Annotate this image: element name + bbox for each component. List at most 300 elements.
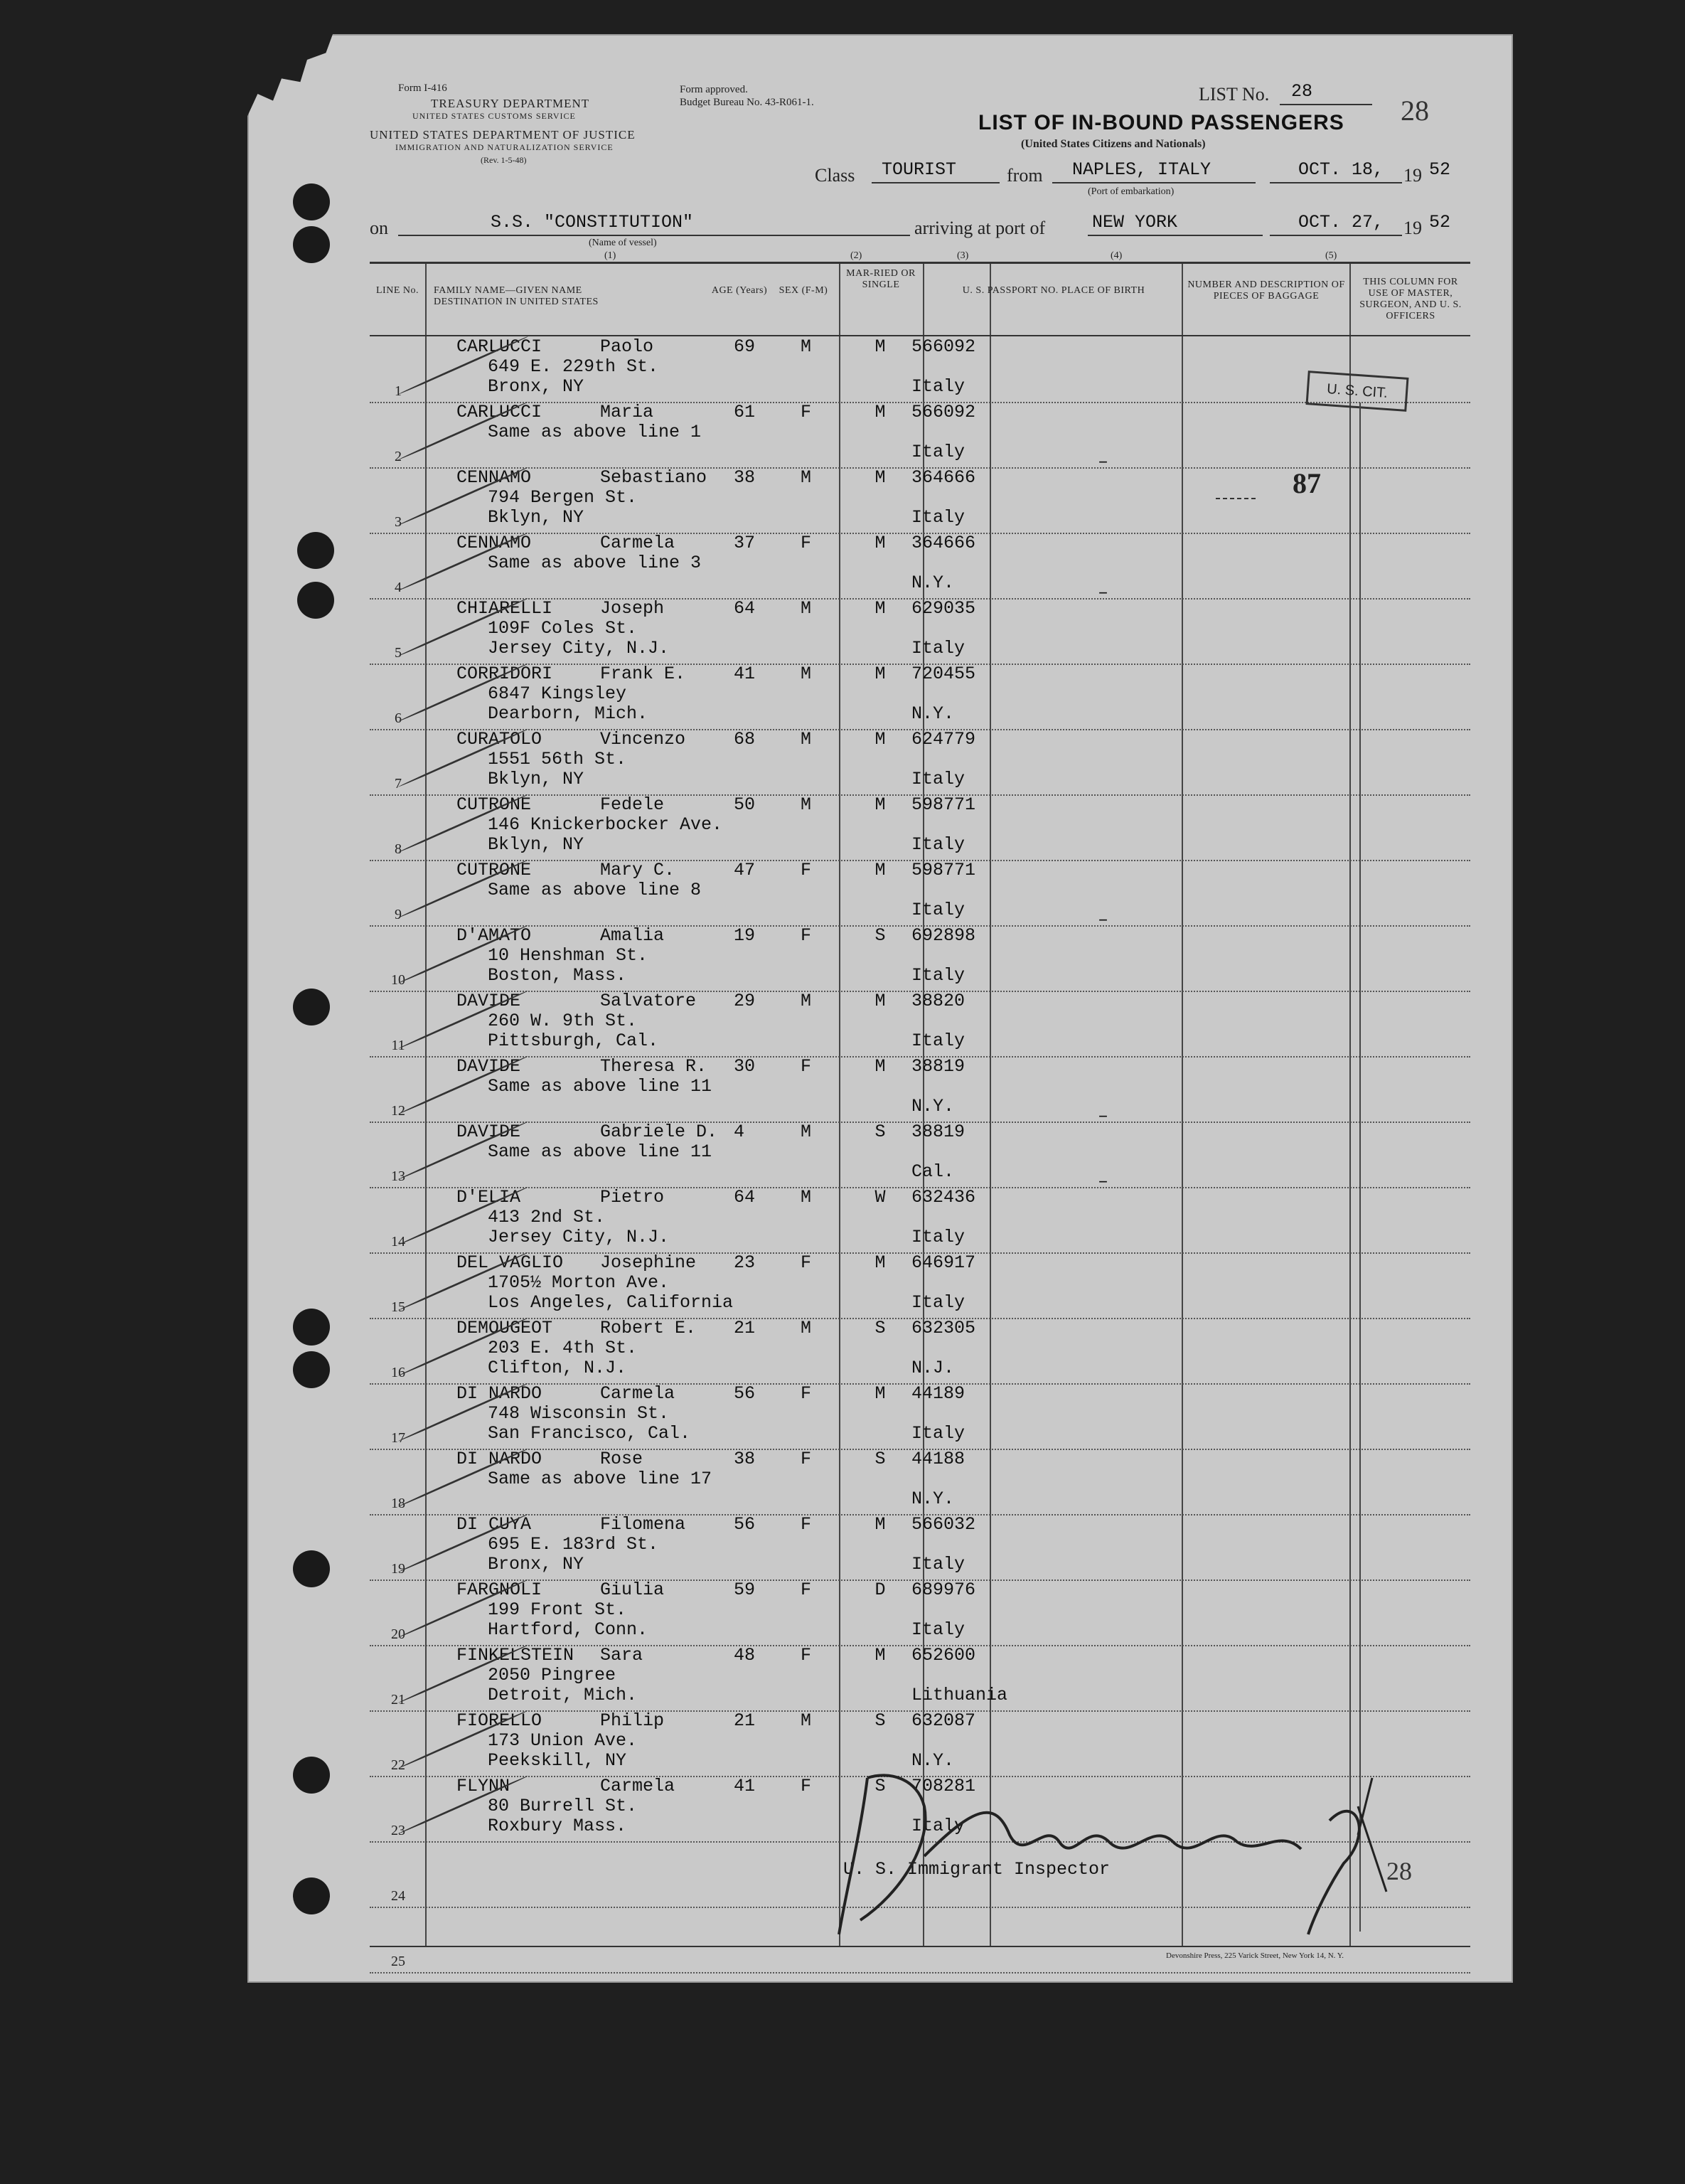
baggage: – bbox=[1098, 452, 1109, 472]
baggage: – bbox=[1098, 1106, 1109, 1126]
passport-number: 720455 bbox=[911, 664, 976, 684]
table-row bbox=[370, 1187, 1470, 1254]
table-row bbox=[370, 1056, 1470, 1126]
table-row bbox=[370, 533, 1470, 603]
destination-line-1: 10 Henshman St. bbox=[488, 945, 648, 966]
col-header-sex: SEX (F-M) bbox=[779, 285, 828, 296]
revision: (Rev. 1-5-48) bbox=[481, 155, 527, 165]
age: 47 bbox=[734, 860, 756, 880]
destination-line-2: Dearborn, Mich. bbox=[488, 703, 648, 724]
family-name: CHIARELLI bbox=[456, 598, 553, 619]
place-of-birth: Italy bbox=[911, 769, 965, 789]
destination-line-1: 173 Union Ave. bbox=[488, 1730, 638, 1751]
age: 56 bbox=[734, 1383, 756, 1404]
sex: F bbox=[801, 1383, 812, 1404]
line-number: 25 bbox=[391, 1954, 405, 1969]
line-number: 18 bbox=[391, 1496, 405, 1511]
destination-line-2: Boston, Mass. bbox=[488, 965, 627, 986]
arrival-port: NEW YORK bbox=[1092, 212, 1178, 233]
given-name: Filomena bbox=[600, 1514, 686, 1535]
line-number: 1 bbox=[395, 383, 402, 399]
arrival-year-prefix: 19 bbox=[1403, 218, 1422, 238]
marital-status: W bbox=[874, 1187, 886, 1208]
marital-status: M bbox=[874, 1514, 886, 1535]
given-name: Josephine bbox=[600, 1252, 697, 1273]
destination-line-1: Same as above line 17 bbox=[488, 1469, 712, 1489]
family-name: FINKELSTEIN bbox=[456, 1645, 574, 1666]
place-of-birth: Lithuania bbox=[911, 1685, 1008, 1705]
line-number: 14 bbox=[391, 1234, 405, 1250]
place-of-birth: Italy bbox=[911, 638, 965, 659]
destination-line-1: 2050 Pingree bbox=[488, 1665, 616, 1685]
family-name: DI NARDO bbox=[456, 1449, 542, 1469]
destination-line-1: 1705½ Morton Ave. bbox=[488, 1272, 670, 1293]
baggage: – bbox=[1098, 1171, 1109, 1192]
marital-status: M bbox=[874, 1252, 886, 1273]
marital-status: S bbox=[874, 1122, 886, 1142]
family-name: DAVIDE bbox=[456, 1122, 521, 1142]
marital-status: M bbox=[874, 860, 886, 880]
marital-status: M bbox=[874, 467, 886, 488]
sex: F bbox=[801, 533, 812, 553]
passport-number: 364666 bbox=[911, 467, 976, 488]
line-number: 23 bbox=[391, 1823, 405, 1838]
destination-line-2: Peekskill, NY bbox=[488, 1750, 627, 1771]
vessel-caption: (Name of vessel) bbox=[589, 238, 657, 248]
sex: F bbox=[801, 1449, 812, 1469]
place-of-birth: Italy bbox=[911, 1227, 965, 1247]
marital-status: S bbox=[874, 1710, 886, 1731]
family-name: CURATOLO bbox=[456, 729, 542, 750]
col-number-4: (4) bbox=[1111, 250, 1123, 261]
sex: F bbox=[801, 1776, 812, 1796]
col-header-officers: THIS COLUMN FOR USE OF MASTER, SURGEON, AND U. S. OFFICERS bbox=[1359, 277, 1462, 321]
on-label: on bbox=[370, 218, 388, 238]
family-name: DI CUYA bbox=[456, 1514, 532, 1535]
place-of-birth: Italy bbox=[911, 1619, 965, 1640]
marital-status: D bbox=[874, 1580, 886, 1600]
torn-corner bbox=[247, 34, 333, 119]
given-name: Frank E. bbox=[600, 664, 686, 684]
passport-number: 689976 bbox=[911, 1580, 976, 1600]
place-of-birth: Italy bbox=[911, 1554, 965, 1575]
list-number: 28 bbox=[1291, 81, 1313, 102]
age: 41 bbox=[734, 664, 756, 684]
sex: M bbox=[801, 336, 812, 357]
family-name: DAVIDE bbox=[456, 991, 521, 1011]
age: 37 bbox=[734, 533, 756, 553]
age: 48 bbox=[734, 1645, 756, 1666]
passport-number: 632436 bbox=[911, 1187, 976, 1208]
table-row bbox=[370, 1449, 1470, 1516]
passport-number: 598771 bbox=[911, 794, 976, 815]
line-number: 9 bbox=[395, 907, 402, 922]
ins-name: IMMIGRATION AND NATURALIZATION SERVICE bbox=[395, 142, 614, 152]
given-name: Carmela bbox=[600, 1383, 675, 1404]
marital-status: M bbox=[874, 991, 886, 1011]
given-name: Salvatore bbox=[600, 991, 697, 1011]
destination-line-2: Bronx, NY bbox=[488, 376, 584, 397]
destination-line-2: Hartford, Conn. bbox=[488, 1619, 648, 1640]
destination-line-2: Detroit, Mich. bbox=[488, 1685, 638, 1705]
given-name: Theresa R. bbox=[600, 1056, 707, 1077]
line-number: 11 bbox=[391, 1038, 405, 1053]
given-name: Robert E. bbox=[600, 1318, 697, 1338]
form-approved: Form approved. bbox=[680, 84, 748, 95]
table-row bbox=[370, 991, 1470, 1058]
sex: M bbox=[801, 991, 812, 1011]
destination-line-1: 794 Bergen St. bbox=[488, 487, 638, 508]
destination-line-1: 109F Coles St. bbox=[488, 618, 638, 639]
given-name: Mary C. bbox=[600, 860, 675, 880]
marital-status: M bbox=[874, 1383, 886, 1404]
destination-line-1: 748 Wisconsin St. bbox=[488, 1403, 670, 1424]
place-of-birth: Italy bbox=[911, 900, 965, 920]
line-number: 10 bbox=[391, 972, 405, 988]
destination-line-2: Bronx, NY bbox=[488, 1554, 584, 1575]
sex: F bbox=[801, 1645, 812, 1666]
age: 41 bbox=[734, 1776, 756, 1796]
given-name: Giulia bbox=[600, 1580, 665, 1600]
col-number-2: (2) bbox=[850, 250, 862, 261]
table-row bbox=[370, 1645, 1470, 1712]
place-of-birth: N.Y. bbox=[911, 1750, 955, 1771]
col-number-5: (5) bbox=[1325, 250, 1337, 261]
family-name: FARGNOLI bbox=[456, 1580, 542, 1600]
sex: M bbox=[801, 467, 812, 488]
line-number: 12 bbox=[391, 1103, 405, 1119]
table-row bbox=[370, 860, 1470, 930]
count-leader bbox=[1216, 498, 1256, 499]
family-name: FIORELLO bbox=[456, 1710, 542, 1731]
line-number: 19 bbox=[391, 1561, 405, 1577]
line-number: 24 bbox=[391, 1888, 405, 1904]
age: 38 bbox=[734, 467, 756, 488]
sex: F bbox=[801, 925, 812, 946]
age: 59 bbox=[734, 1580, 756, 1600]
age: 4 bbox=[734, 1122, 745, 1142]
given-name: Joseph bbox=[600, 598, 665, 619]
given-name: Pietro bbox=[600, 1187, 665, 1208]
family-name: CUTRONE bbox=[456, 860, 532, 880]
destination-line-1: 695 E. 183rd St. bbox=[488, 1534, 659, 1555]
table-row bbox=[370, 1318, 1470, 1385]
marital-status: M bbox=[874, 402, 886, 422]
sex: M bbox=[801, 1710, 812, 1731]
sex: F bbox=[801, 1252, 812, 1273]
col-header-married: MAR-RIED OR SINGLE bbox=[846, 268, 916, 290]
given-name: Fedele bbox=[600, 794, 665, 815]
arrival-date: OCT. 27, bbox=[1298, 212, 1384, 233]
marital-status: S bbox=[874, 1776, 886, 1796]
embarkation-date: OCT. 18, bbox=[1298, 159, 1384, 180]
table-row bbox=[370, 1580, 1470, 1646]
table-row bbox=[370, 1514, 1470, 1581]
treasury-dept: TREASURY DEPARTMENT bbox=[431, 97, 590, 110]
table-row bbox=[370, 664, 1470, 730]
place-of-birth: Italy bbox=[911, 1423, 965, 1444]
marital-status: S bbox=[874, 1449, 886, 1469]
destination-line-1: 413 2nd St. bbox=[488, 1207, 606, 1227]
age: 61 bbox=[734, 402, 756, 422]
table-row bbox=[370, 1122, 1470, 1192]
line-number: 22 bbox=[391, 1757, 405, 1773]
destination-line-2: Bklyn, NY bbox=[488, 834, 584, 855]
age: 64 bbox=[734, 1187, 756, 1208]
destination-line-2: Pittsburgh, Cal. bbox=[488, 1030, 659, 1051]
family-name: DAVIDE bbox=[456, 1056, 521, 1077]
age: 29 bbox=[734, 991, 756, 1011]
sex: M bbox=[801, 729, 812, 750]
sex: M bbox=[801, 664, 812, 684]
line-number: 4 bbox=[395, 580, 402, 595]
age: 21 bbox=[734, 1710, 756, 1731]
table-row bbox=[370, 1383, 1470, 1450]
sex: M bbox=[801, 1122, 812, 1142]
age: 56 bbox=[734, 1514, 756, 1535]
place-of-birth: Italy bbox=[911, 965, 965, 986]
family-name: CARLUCCI bbox=[456, 402, 542, 422]
destination-line-2: Clifton, N.J. bbox=[488, 1358, 627, 1378]
given-name: Philip bbox=[600, 1710, 665, 1731]
destination-line-2: Jersey City, N.J. bbox=[488, 1227, 670, 1247]
col-header-name: FAMILY NAME—GIVEN NAME DESTINATION IN UNITED STATES bbox=[434, 285, 599, 307]
table-row bbox=[370, 729, 1470, 796]
sex: F bbox=[801, 1580, 812, 1600]
col-header-baggage: NUMBER AND DESCRIPTION OF PIECES OF BAGGAGE bbox=[1187, 279, 1345, 302]
binder-hole bbox=[297, 582, 334, 619]
table-row bbox=[370, 1252, 1470, 1319]
list-number-handwritten: 28 bbox=[1401, 95, 1429, 127]
officer-tally-line bbox=[1359, 403, 1361, 1932]
passport-number: 624779 bbox=[911, 729, 976, 750]
inspector-signature bbox=[818, 1749, 1401, 1949]
table-row bbox=[370, 598, 1470, 665]
marital-status: S bbox=[874, 925, 886, 946]
passport-number: 38819 bbox=[911, 1122, 965, 1142]
passport-number: 38820 bbox=[911, 991, 965, 1011]
marital-status: M bbox=[874, 729, 886, 750]
passport-number: 692898 bbox=[911, 925, 976, 946]
destination-line-2: Bklyn, NY bbox=[488, 507, 584, 528]
family-name: CENNAMO bbox=[456, 533, 532, 553]
binder-hole bbox=[293, 226, 330, 263]
place-of-birth: Italy bbox=[911, 442, 965, 462]
table-row bbox=[370, 336, 1470, 403]
passport-number: 652600 bbox=[911, 1645, 976, 1666]
passport-number: 44188 bbox=[911, 1449, 965, 1469]
destination-line-1: Same as above line 3 bbox=[488, 553, 702, 573]
destination-line-1: Same as above line 1 bbox=[488, 422, 702, 442]
col-header-passport: U. S. PASSPORT NO. PLACE OF BIRTH bbox=[962, 285, 1145, 296]
line-number: 2 bbox=[395, 449, 402, 464]
line-number: 15 bbox=[391, 1299, 405, 1315]
handwritten-28: 28 bbox=[1386, 1857, 1412, 1885]
family-name: D'AMATO bbox=[456, 925, 532, 946]
age: 50 bbox=[734, 794, 756, 815]
sex: M bbox=[801, 1187, 812, 1208]
passport-number: 646917 bbox=[911, 1252, 976, 1273]
arriving-label: arriving at port of bbox=[914, 218, 1046, 238]
table-row bbox=[370, 925, 1470, 992]
age: 69 bbox=[734, 336, 756, 357]
sex: F bbox=[801, 1056, 812, 1077]
age: 64 bbox=[734, 598, 756, 619]
age: 68 bbox=[734, 729, 756, 750]
age: 23 bbox=[734, 1252, 756, 1273]
marital-status: M bbox=[874, 1056, 886, 1077]
us-citizen-stamp: U. S. CIT. bbox=[1305, 371, 1408, 412]
marital-status: M bbox=[874, 1645, 886, 1666]
manifest-subtitle: (United States Citizens and Nationals) bbox=[1021, 138, 1206, 150]
destination-line-1: Same as above line 8 bbox=[488, 880, 702, 900]
line-number: 8 bbox=[395, 841, 402, 857]
place-of-birth: N.Y. bbox=[911, 703, 955, 724]
customs-service: UNITED STATES CUSTOMS SERVICE bbox=[412, 111, 576, 121]
marital-status: M bbox=[874, 598, 886, 619]
destination-line-2: Bklyn, NY bbox=[488, 769, 584, 789]
destination-line-1: Same as above line 11 bbox=[488, 1076, 712, 1097]
sex: F bbox=[801, 402, 812, 422]
list-label: LIST No. bbox=[1199, 84, 1270, 105]
class-label: Class bbox=[815, 165, 855, 186]
passport-number: 629035 bbox=[911, 598, 976, 619]
family-name: DI NARDO bbox=[456, 1383, 542, 1404]
destination-line-1: 649 E. 229th St. bbox=[488, 356, 659, 377]
port-embarkation-caption: (Port of embarkation) bbox=[1088, 186, 1175, 197]
col-header-line-no: LINE No. bbox=[376, 285, 419, 296]
given-name: Paolo bbox=[600, 336, 654, 357]
col-number-1: (1) bbox=[604, 250, 616, 261]
given-name: Carmela bbox=[600, 533, 675, 553]
line-number: 13 bbox=[391, 1168, 405, 1184]
budget-bureau: Budget Bureau No. 43-R061-1. bbox=[680, 97, 814, 108]
destination-line-2: Roxbury Mass. bbox=[488, 1816, 627, 1836]
binder-hole bbox=[293, 1877, 330, 1914]
destination-line-2: San Francisco, Cal. bbox=[488, 1423, 691, 1444]
place-of-birth: N.Y. bbox=[911, 1488, 955, 1509]
given-name: Gabriele D. bbox=[600, 1122, 718, 1142]
place-of-birth: N.Y. bbox=[911, 572, 955, 593]
sex: M bbox=[801, 1318, 812, 1338]
destination-line-1: 6847 Kingsley bbox=[488, 683, 627, 704]
binder-hole bbox=[293, 183, 330, 220]
place-of-birth: Italy bbox=[911, 834, 965, 855]
passport-number: 566092 bbox=[911, 402, 976, 422]
baggage: – bbox=[1098, 582, 1109, 603]
embarkation-year-prefix: 19 bbox=[1403, 165, 1422, 186]
passenger-count: 87 bbox=[1293, 467, 1321, 499]
passport-number: 38819 bbox=[911, 1056, 965, 1077]
passport-number: 44189 bbox=[911, 1383, 965, 1404]
printer-credit: Devonshire Press, 225 Varick Street, New York 14, N. Y. bbox=[1166, 1951, 1344, 1960]
place-of-birth: Italy bbox=[911, 1030, 965, 1051]
marital-status: M bbox=[874, 664, 886, 684]
line-number: 21 bbox=[391, 1692, 405, 1708]
place-of-birth: Italy bbox=[911, 376, 965, 397]
line-number: 5 bbox=[395, 645, 402, 661]
sex: M bbox=[801, 598, 812, 619]
place-of-birth: Italy bbox=[911, 507, 965, 528]
family-name: DEL VAGLIO bbox=[456, 1252, 564, 1273]
from-label: from bbox=[1007, 165, 1043, 186]
table-row bbox=[370, 794, 1470, 861]
family-name: DEMOUGEOT bbox=[456, 1318, 553, 1338]
marital-status: M bbox=[874, 336, 886, 357]
place-of-birth: N.J. bbox=[911, 1358, 955, 1378]
passport-number: 598771 bbox=[911, 860, 976, 880]
baggage: – bbox=[1098, 910, 1109, 930]
justice-dept: UNITED STATES DEPARTMENT OF JUSTICE bbox=[370, 128, 636, 142]
arrival-year: 52 bbox=[1429, 212, 1451, 233]
binder-hole bbox=[293, 1309, 330, 1346]
destination-line-1: 1551 56th St. bbox=[488, 749, 627, 769]
binder-hole bbox=[293, 1351, 330, 1388]
given-name: Carmela bbox=[600, 1776, 675, 1796]
family-name: CENNAMO bbox=[456, 467, 532, 488]
line-number: 20 bbox=[391, 1626, 405, 1642]
given-name: Rose bbox=[600, 1449, 643, 1469]
inspector-label: U. S. Immigrant Inspector bbox=[843, 1859, 1111, 1880]
passport-number: 566092 bbox=[911, 336, 976, 357]
marital-status: S bbox=[874, 1318, 886, 1338]
family-name: CARLUCCI bbox=[456, 336, 542, 357]
place-of-birth: N.Y. bbox=[911, 1096, 955, 1117]
age: 21 bbox=[734, 1318, 756, 1338]
vessel-name: S.S. "CONSTITUTION" bbox=[491, 212, 694, 233]
binder-hole bbox=[297, 532, 334, 569]
destination-line-1: Same as above line 11 bbox=[488, 1141, 712, 1162]
sex: F bbox=[801, 860, 812, 880]
sex: F bbox=[801, 1514, 812, 1535]
line-number: 17 bbox=[391, 1430, 405, 1446]
binder-hole bbox=[293, 1550, 330, 1587]
col-header-age: AGE (Years) bbox=[711, 285, 768, 296]
given-name: Sebastiano bbox=[600, 467, 707, 488]
line-number: 3 bbox=[395, 514, 402, 530]
passport-number: 566032 bbox=[911, 1514, 976, 1535]
destination-line-2: Jersey City, N.J. bbox=[488, 638, 670, 659]
destination-line-1: 146 Knickerbocker Ave. bbox=[488, 814, 723, 835]
passport-number: 632305 bbox=[911, 1318, 976, 1338]
age: 38 bbox=[734, 1449, 756, 1469]
sex: M bbox=[801, 794, 812, 815]
binder-hole bbox=[293, 989, 330, 1026]
place-of-birth: Italy bbox=[911, 1816, 965, 1836]
age: 19 bbox=[734, 925, 756, 946]
family-name: CORRIDORI bbox=[456, 664, 553, 684]
from-value: NAPLES, ITALY bbox=[1072, 159, 1211, 180]
destination-line-1: 260 W. 9th St. bbox=[488, 1011, 638, 1031]
passport-number: 708281 bbox=[911, 1776, 976, 1796]
given-name: Vincenzo bbox=[600, 729, 686, 750]
destination-line-1: 203 E. 4th St. bbox=[488, 1338, 638, 1358]
table-row bbox=[370, 402, 1470, 472]
line-number: 6 bbox=[395, 710, 402, 726]
given-name: Sara bbox=[600, 1645, 643, 1666]
col-number-3: (3) bbox=[957, 250, 969, 261]
form-number: Form I-416 bbox=[398, 82, 447, 94]
given-name: Amalia bbox=[600, 925, 665, 946]
line-number: 7 bbox=[395, 776, 402, 792]
passport-number: 364666 bbox=[911, 533, 976, 553]
given-name: Maria bbox=[600, 402, 654, 422]
family-name: CUTRONE bbox=[456, 794, 532, 815]
family-name: FLYNN bbox=[456, 1776, 510, 1796]
age: 30 bbox=[734, 1056, 756, 1077]
destination-line-1: 199 Front St. bbox=[488, 1599, 627, 1620]
class-value: TOURIST bbox=[882, 159, 957, 180]
